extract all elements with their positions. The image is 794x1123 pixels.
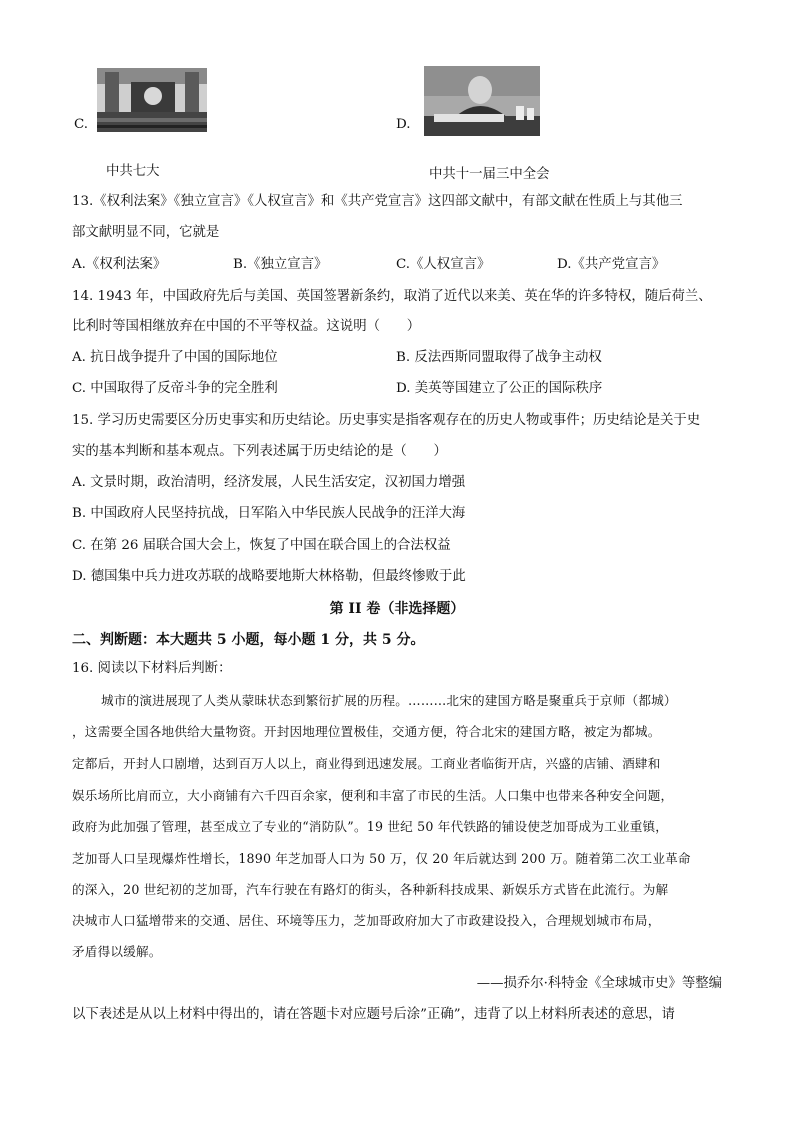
q13-option-c: C.《人权宣言》 [396,257,491,272]
q13-option-d: D.《共产党宣言》 [557,257,666,272]
q13-stem-line1: 13.《权利法案》《独立宣言》《人权宣言》和《共产党宣言》这四部文献中，有部文献在性质上与其他三 [72,194,683,209]
q14-option-b: B. 反法西斯同盟取得了战争主动权 [396,350,602,365]
photo-plenum-11-3 [424,66,540,136]
q16-passage-line5: 政府为此加强了管理，甚至成立了专业的“消防队”。19 世纪 50 年代铁路的铺设使芝加哥成为工业重镇， [72,819,669,834]
q15-stem-line1: 15. 学习历史需要区分历史事实和历史结论。历史事实是指客观存在的历史人物或事件；历史结论是关于史 [72,413,701,428]
q15-option-a: A. 文景时期，政治清明，经济发展，人民生活安定，汉初国力增强 [72,475,466,490]
q15-option-d: D. 德国集中兵力进攻苏联的战略要地斯大林格勒，但最终惨败于此 [72,569,466,584]
option-d-label: D. [396,117,411,132]
q14-stem-line1: 14. 1943 年，中国政府先后与美国、英国签署新条约，取消了近代以来美、英在华的许多特权，随后荷兰、 [72,289,712,304]
q16-passage-line4: 娱乐场所比肩而立，大小商铺有六千四百余家，便利和丰富了市民的生活。人口集中也带来各种安全问题， [72,788,674,803]
q16-passage-line2: ，这需要全国各地供给大量物资。开封因地理位置极佳，交通方便，符合北宋的建国方略，被定为都城。 [72,724,661,739]
q16-passage-line9: 矛盾得以缓解。 [72,944,162,959]
q16-passage-line7: 的深入，20 世纪初的芝加哥，汽车行驶在有路灯的街头，各种新科技成果、新娱乐方式皆在此流行。为解 [72,882,669,897]
q14-option-c: C. 中国取得了反帝斗争的完全胜利 [72,381,278,396]
q16-instruction: 以下表述是从以上材料中得出的，请在答题卡对应题号后涂”正确”，违背了以上材料所表述的意思，请 [72,1007,675,1022]
section-title: 第 II 卷（非选择题） [329,601,465,617]
q14-stem-line2: 比利时等国相继放弃在中国的不平等权益。这说明（ ） [72,319,421,334]
q16-passage-line3: 定都后，开封人口剧增，达到百万人以上，商业得到迅速发展。工商业者临街开店，兴盛的店铺、酒肆和 [72,756,661,771]
q16-source: ——损乔尔·科特金《全球城市史》等整编 [476,976,722,991]
q16-passage-line1: 城市的演进展现了人类从蒙昧状态到繁衍扩展的历程。………北宋的建国方略是聚重兵于京师（都城） [101,693,677,708]
part-heading: 二、判断题：本大题共 5 小题，每小题 1 分，共 5 分。 [72,632,425,648]
q13-option-a: A.《权利法案》 [72,257,167,272]
option-c-label: C. [74,117,89,132]
q15-option-b: B. 中国政府人民坚持抗战，日军陷入中华民族人民战争的汪洋大海 [72,506,466,521]
q13-option-b: B.《独立宣言》 [233,257,328,272]
q14-option-d: D. 美英等国建立了公正的国际秩序 [396,381,603,396]
photo-party-congress-7 [97,68,207,132]
q16-passage-line8: 决城市人口猛增带来的交通、居住、环境等压力，芝加哥政府加大了市政建设投入，合理规划城市布局， [72,913,661,928]
q14-option-a: A. 抗日战争提升了中国的国际地位 [72,350,278,365]
q15-option-c: C. 在第 26 届联合国大会上，恢复了中国在联合国上的合法权益 [72,538,451,553]
q15-stem-line2: 实的基本判断和基本观点。下列表述属于历史结论的是（ ） [72,444,447,459]
q16-intro: 16. 阅读以下材料后判断： [72,661,232,676]
q13-stem-line2: 部文献明显不同，它就是 [72,225,220,240]
q16-passage-line6: 芝加哥人口呈现爆炸性增长，1890 年芝加哥人口为 50 万，仅 20 年后就达到 200 万。随着第二次工业革命 [72,851,691,866]
caption-d: 中共十一届三中全会 [429,167,550,182]
caption-c: 中共七大 [106,164,160,179]
